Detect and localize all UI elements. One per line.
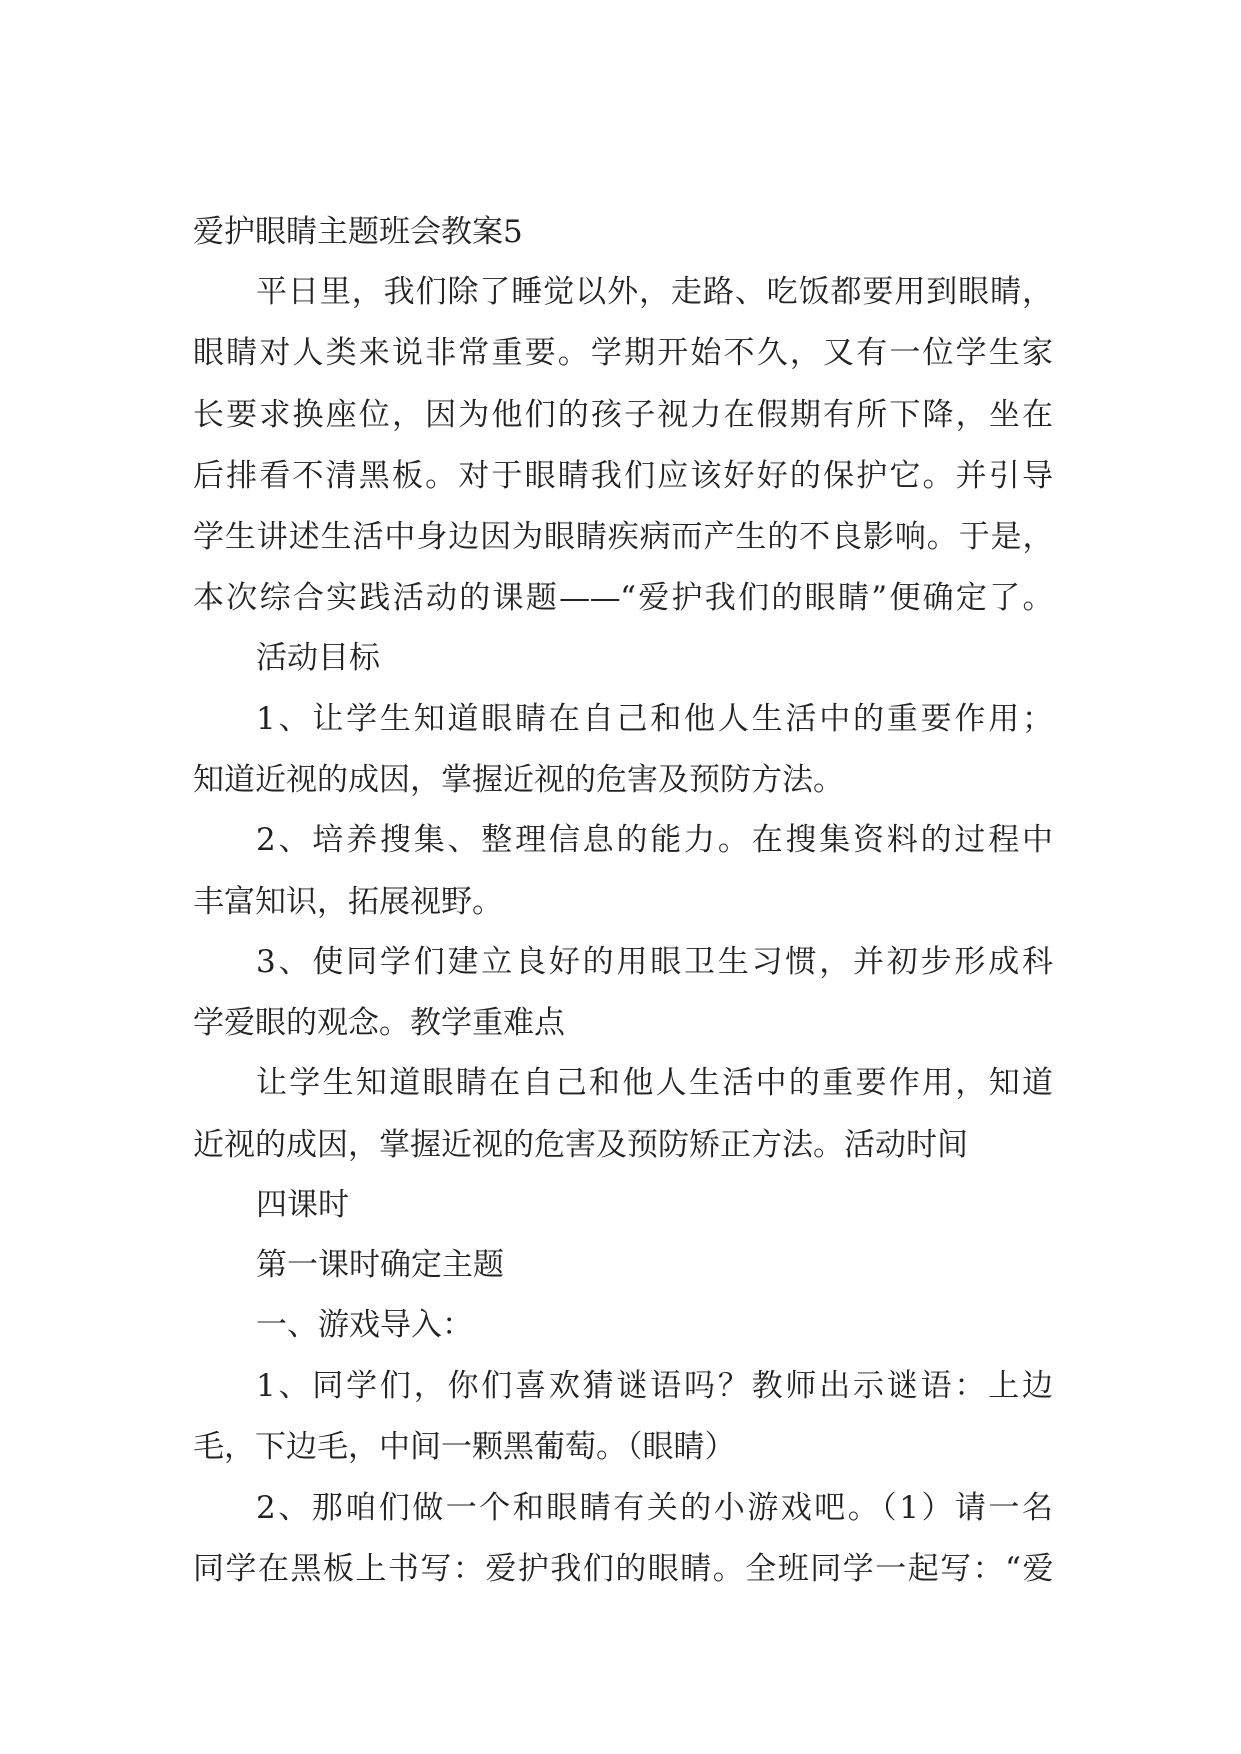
paragraph-line: 学生讲述生活中身边因为眼睛疾病而产生的不良影响。于是， [193, 519, 1053, 555]
paragraph-line: 3、使同学们建立良好的用眼卫生习惯，并初步形成科 [256, 944, 1053, 980]
paragraph-line: 2、培养搜集、整理信息的能力。在搜集资料的过程中 [256, 822, 1053, 858]
section-heading: 活动目标 [256, 640, 380, 676]
paragraph-line: 近视的成因，掌握近视的危害及预防矫正方法。活动时间 [193, 1127, 968, 1163]
paragraph-line: 1、让学生知道眼睛在自己和他人生活中的重要作用； [256, 701, 1053, 737]
paragraph-line: 学爱眼的观念。教学重难点 [193, 1005, 565, 1041]
paragraph-line: 1、同学们，你们喜欢猜谜语吗？教师出示谜语：上边 [256, 1368, 1053, 1404]
section-heading: 第一课时确定主题 [256, 1247, 504, 1283]
paragraph-line: 毛，下边毛，中间一颗黑葡萄。（眼睛） [193, 1429, 736, 1465]
section-heading: 一、游戏导入： [256, 1307, 473, 1343]
paragraph-line: 让学生知道眼睛在自己和他人生活中的重要作用，知道 [256, 1065, 1053, 1101]
paragraph-line: 长要求换座位，因为他们的孩子视力在假期有所下降，坐在 [193, 397, 1053, 433]
paragraph-line: 丰富知识，拓展视野。 [193, 884, 503, 920]
paragraph-line: 2、那咱们做一个和眼睛有关的小游戏吧。（1）请一名 [256, 1490, 1053, 1526]
paragraph-line: 眼睛对人类来说非常重要。学期开始不久，又有一位学生家 [193, 335, 1053, 371]
paragraph-line: 平日里，我们除了睡觉以外，走路、吃饭都要用到眼睛， [256, 274, 1053, 310]
paragraph-line: 同学在黑板上书写：爱护我们的眼睛。全班同学一起写：“爱 [193, 1551, 1053, 1587]
paragraph-line: 知道近视的成因，掌握近视的危害及预防方法。 [193, 762, 844, 798]
section-heading: 四课时 [256, 1187, 349, 1223]
paragraph-line: 本次综合实践活动的课题——“爱护我们的眼睛”便确定了。 [193, 580, 1053, 616]
paragraph-line: 后排看不清黑板。对于眼睛我们应该好好的保护它。并引导 [193, 458, 1053, 494]
document-title: 爱护眼睛主题班会教案5 [193, 214, 523, 250]
